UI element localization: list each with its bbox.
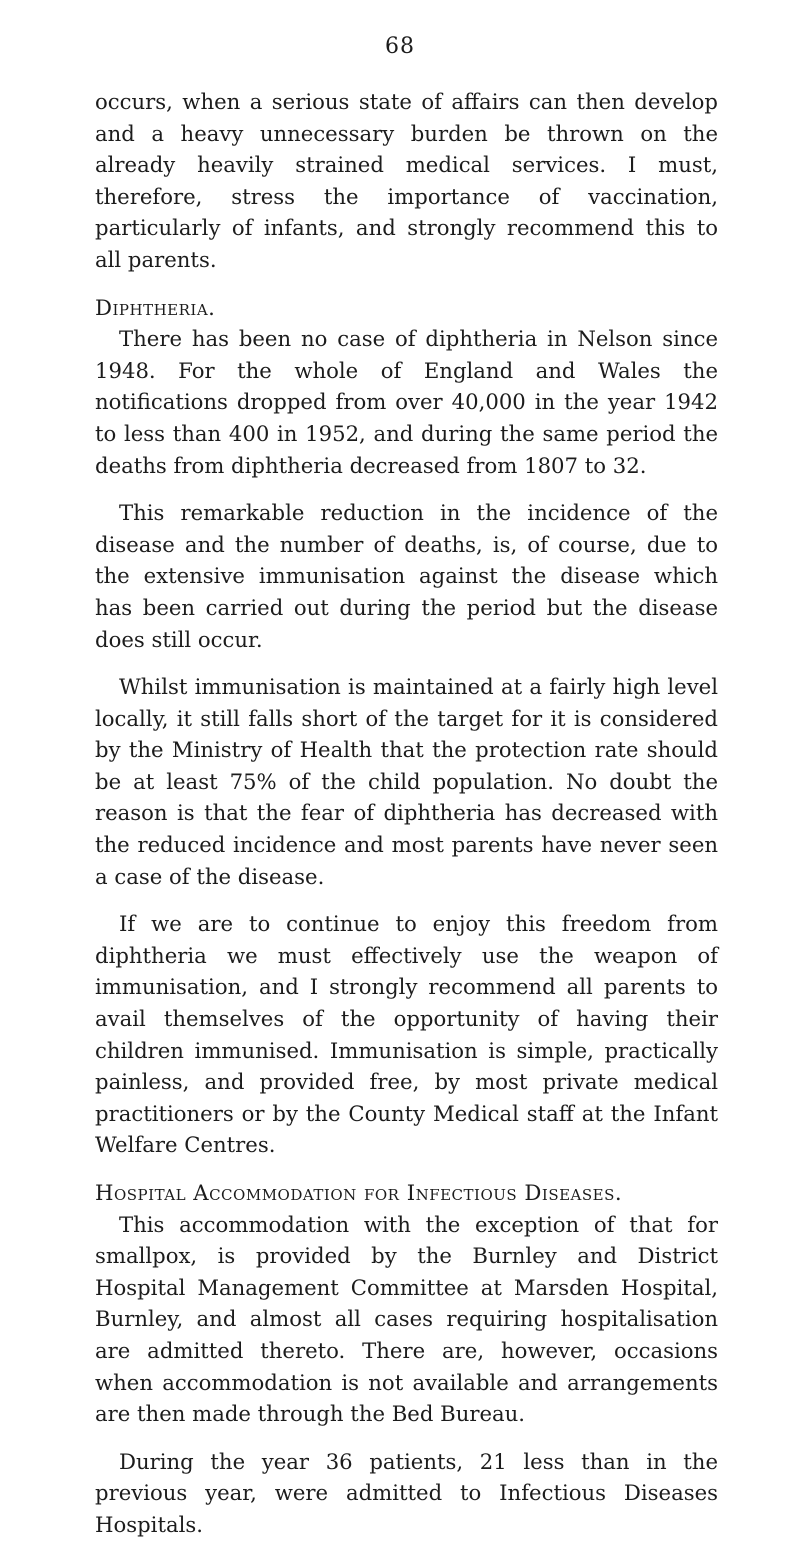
paragraph-accommodation: This accommodation with the exception of that for smallpox, is provided by the Burnley and District Hospital Management Committee at Marsden Hospital, Burnley, and almost all cases requiring hospitalisation are admitted thereto. There are, however, occasions when accommodation is not available and arrangements are then made through the Bed Bureau.: [95, 1211, 718, 1427]
page-number: 68: [385, 34, 415, 59]
body-text: [95, 86, 718, 1541]
heading-diphtheria: Diphtheria.: [95, 294, 216, 320]
heading-hospital-accommodation: Hospital Accommodation for Infectious Diseases.: [95, 1180, 623, 1205]
paragraph-vaccination: occurs, when a serious state of affairs can then develop and a heavy unnecessary burden be thrown on the already heavily strained medical services. I must, therefore, stress the importance of vaccination, particularly of infants, and strongly recommend this to all parents.: [95, 89, 718, 272]
paragraph-reduction: This remarkable reduction in the incidence of the disease and the number of deaths, is, of course, due to the extensive immunisation against the disease which has been carried out during the period but the disease does still occur.: [95, 500, 718, 652]
paragraph-immunisation-level: Whilst immunisation is maintained at a fairly high level locally, it still falls short of the target for it is considered by the Ministry of Health that the protection rate should be at least 75% of the child population. No doubt the reason is that the fear of diphtheria has decreased with the reduced incidence and most parents have never seen a case of the disease.: [95, 674, 718, 889]
paragraph-admissions: During the year 36 patients, 21 less than in the previous year, were admitted to Infectious Diseases Hospitals.: [95, 1448, 718, 1537]
paragraph-diphtheria-cases: There has been no case of diphtheria in Nelson since 1948. For the whole of England and Wales the notifications dropped from over 40,000 in the year 1942 to less than 400 in 1952, and during the same period the deaths from diphtheria decreased from 1807 to 32.: [95, 326, 718, 478]
paragraph-recommendation: If we are to continue to enjoy this freedom from diphtheria we must effectively use the weapon of immunisation, and I strongly recommend all parents to avail themselves of the opportunity of having their children immunised. Immunisation is simple, practically painless, and provided free, by most private medical practitioners or by the County Medical staff at the Infant Welfare Centres.: [95, 911, 718, 1158]
